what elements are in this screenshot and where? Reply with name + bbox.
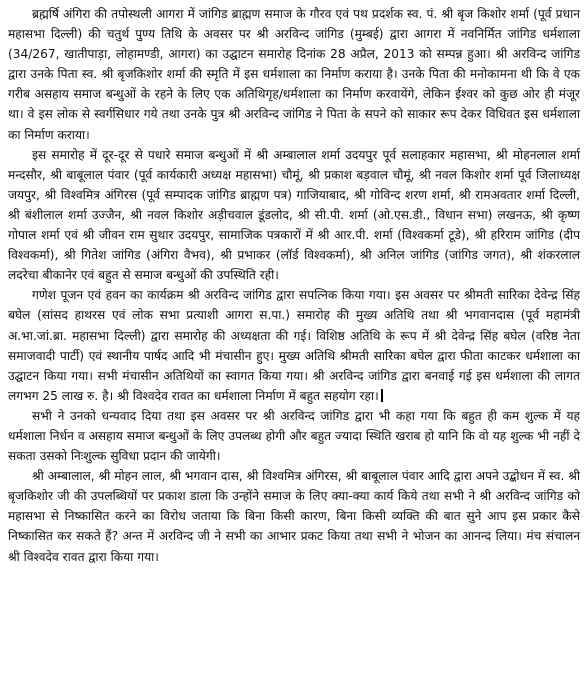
paragraph-text: ब्रह्मर्षि अंगिरा की तपोस्थली आगरा में जांगिड ब्राह्मण समाज के गौरव एवं पथ प्रदर्शक स्व. पं. श्री बृज किशोर शर्मा (पूर्व प्रधान महासभा दिल्ली) की चतुर्थ पुण्य तिथि के अवसर पर श्री अरविन्द जांगिड (मुम्बई) द्वारा आगरा में नवनिर्मित जांगिड धर्मशाला (34/267, खातीपाड़ा, लोहामण्डी, आगरा) का उद्घाटन समारोह दिनांक 28 अप्रैल, 2013 को सम्पन्न हुआ। श्री अरविन्द जांगिड द्वारा उनके पिता स्व. श्री बृजकिशोर शर्मा की स्मृति में इस धर्मशाला का निर्माण कराया है। उनके पिता की मनोकामना थी कि वे एक गरीब असहाय समाज बन्धुओं के रहने के लिए एक अतिथिगृह/धर्मशाला का निर्माण करवायेंगे, लेकिन ईश्वर को कुछ ओर ही मंजूर था। वे इस लोक से स्वर्गसिधार गये तथा उनके पुत्र श्री अरविन्द जांगिड ने पिता के सपने को साकार रूप देकर विधिवत इस धर्मशाला का निर्माण कराया। [8,7,580,142]
paragraph-text: इस समारोह में दूर-दूर से पधारे समाज बन्धुओं में श्री अम्बालाल शर्मा उदयपुर पूर्व सलाहकार महासभा, श्री मोहनलाल शर्मा मन्दसौर, श्री बाबूलाल पंवार (पूर्व कार्यकारी अध्यक्ष महासभा) चौमूं, श्री प्रकाश बड़वाल चौमूं, श्री नवल किशोर शर्मा पूर्व जिलाध्यक्ष जयपुर, श्री विश्वमित्र अंगिरस (पूर्व सम्पादक जांगिड ब्राह्मण पत्र) गाजियाबाद, श्री गोविन्द शरण शर्मा, श्री रामअवतार शर्मा दिल्ली, श्री बंशीलाल शर्मा उज्जैन, श्री नवल किशोर अड़ीचवाल डूंडलोद, श्री सी.पी. शर्मा (ओ.एस.डी., विधान सभा) लखनऊ, श्री कृष्ण गोपाल शर्मा एवं श्री जीवन राम सुथार उदयपुर, सामाजिक पत्रकारों में श्री आर.पी. शर्मा (विश्वकर्मा टूडे), श्री हरिराम जांगिड (दीप विश्वकर्मा), श्री गितेश जांगिड (अंगिरा वैभव), श्री प्रभाकर (लॉर्ड विश्वकर्मा), श्री अनिल जांगिड (जांगिड जगत), श्री शंकरलाल लदरेचा बीकानेर एवं बहुत से समाज बन्धुओं की उपस्थिति रही। [8,147,580,283]
paragraph-thanks [8,406,580,466]
paragraph-attendees [8,145,580,286]
paragraph-text: श्री अम्बालाल, श्री मोहन लाल, श्री भगवान दास, श्री विश्वमित्र अंगिरस, श्री बाबूलाल पंवार आदि द्वारा अपने उद्बोधन में स्व. श्री बृजकिशोर जी की उपलब्धियों पर प्रकाश डाला कि उन्होंने समाज के लिए क्या-क्या कार्य किये तथा सभी ने श्री अरविन्द जांगिड को महासभा से निष्कासित करने का विरोध जताया कि बिना किसी कारण, बिना किसी व्यक्ति की बात सुने आप इस प्रकार कैसे निष्कासित कर सकते हैं? अन्त में अरविन्द जी ने सभी का आभार प्रकट किया तथा सभी ने भोजन का आनन्द लिया। मंच संचालन श्री विश्वदेव रावत द्वारा किया गया। [8,469,580,564]
paragraph-ceremony [8,285,580,406]
paragraph-text: सभी ने उनको धन्यवाद दिया तथा इस अवसर पर श्री अरविन्द जांगिड द्वारा भी कहा गया कि बहुत ही कम शुल्क में यह धर्मशाला निर्धन व असहाय समाज बन्धुओं के लिए उपलब्ध होगी और बहुत ज्यादा स्थिति खराब हो यानि कि वो यह शुल्क भी नहीं दे सकता उसको निःशुल्क सुविधा प्रदान की जायेगी। [8,408,580,464]
paragraph-speeches [8,466,580,566]
paragraph-inauguration [8,4,580,145]
text-cursor [381,389,383,402]
paragraph-text: गणेश पूजन एवं हवन का कार्यक्रम श्री अरविन्द जांगिड द्वारा सपत्निक किया गया। इस अवसर पर श्रीमती सारिका देवेन्द्र सिंह बघेल (सांसद हाथरस एवं लोक सभा प्रत्याशी आगरा स.पा.) समारोह की मुख्य अतिथि तथा श्री भगवानदास (पूर्व महामंत्री अ.भा.जां.ब्रा. महासभा दिल्ली) द्वारा समारोह की अध्यक्षता की गई। विशिष्ठ अतिथि के रूप में श्री देवेन्द्र सिंह बघेल (वरिष्ठ नेता समाजवादी पार्टी) एवं स्थानीय पार्षद आदि भी मंचासीन हुए। मुख्य अतिथि श्रीमती सारिका बघेल द्वारा फीता काटकर धर्मशाला का उद्घाटन किया गया। सभी मंचासीन अतिथियों का स्वागत किया गया। श्री अरविन्द जांगिड द्वारा बनवाई गई इस धर्मशाला की लागत लगभग 25 लाख रु. है। श्री विश्वदेव रावत का धर्मशाला निर्माण में बहुत सहयोग रहा। [8,288,580,403]
